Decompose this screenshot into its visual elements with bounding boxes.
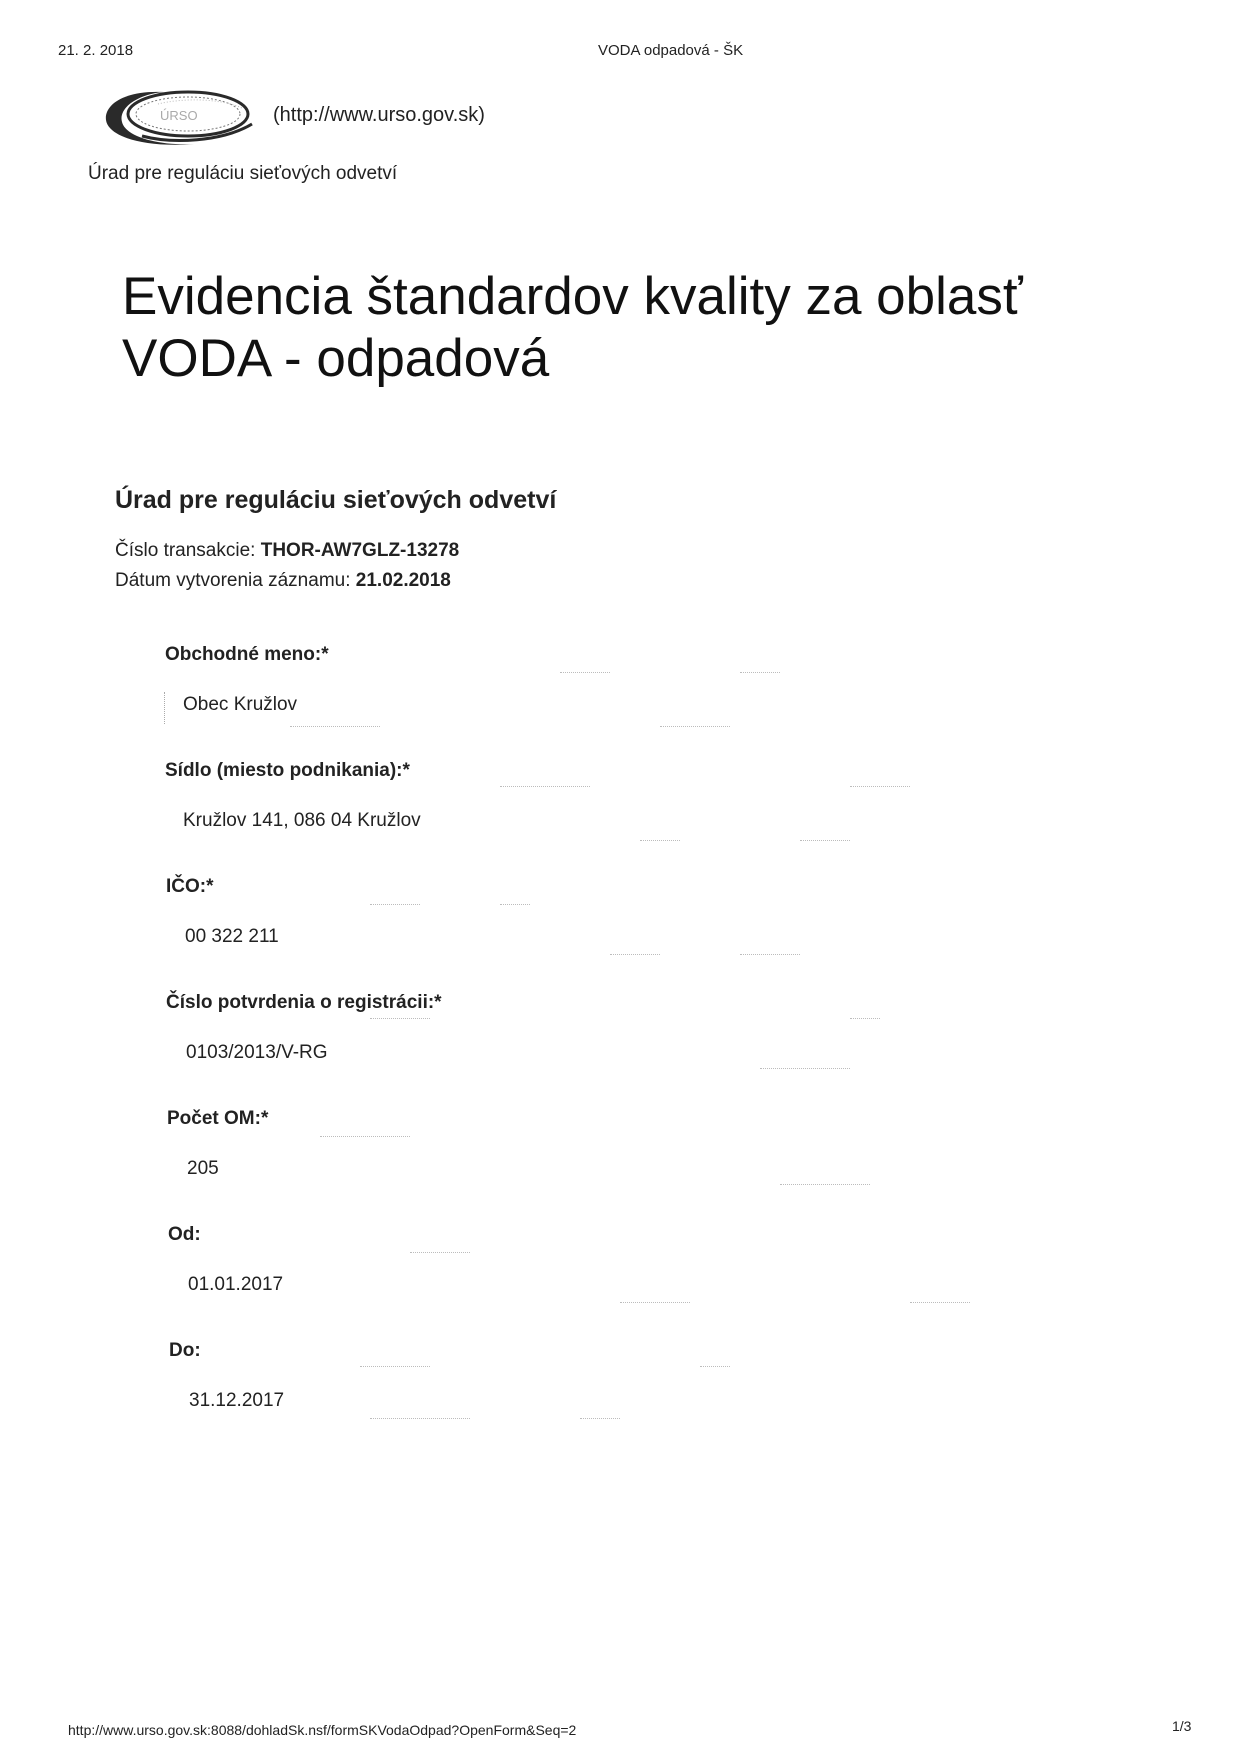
scan-speck xyxy=(610,954,660,955)
transaction-value: THOR-AW7GLZ-13278 xyxy=(260,540,460,561)
field-label-ico: IČO:* xyxy=(166,876,214,897)
scan-speck xyxy=(370,1418,470,1419)
field-label-do: Do: xyxy=(169,1340,201,1361)
scan-speck xyxy=(560,672,610,673)
scan-speck xyxy=(910,1302,970,1303)
page-title-line1: Evidencia štandardov kvality za oblasť xyxy=(122,267,1023,326)
scan-speck xyxy=(500,786,590,787)
field-label-cislo-potvrdenia: Číslo potvrdenia o registrácii:* xyxy=(166,992,442,1013)
scan-speck xyxy=(760,1068,850,1069)
field-value-sidlo: Kružlov 141, 086 04 Kružlov xyxy=(183,810,421,831)
scan-speck xyxy=(620,1302,690,1303)
field-value-od: 01.01.2017 xyxy=(188,1274,284,1295)
field-label-obchodne-meno: Obchodné meno:* xyxy=(165,644,329,665)
section-heading: Úrad pre reguláciu sieťových odvetví xyxy=(115,486,557,514)
print-date: 21. 2. 2018 xyxy=(58,42,134,59)
scan-speck xyxy=(740,954,800,955)
site-url[interactable]: (http://www.urso.gov.sk) xyxy=(273,104,485,126)
scan-speck xyxy=(580,1418,620,1419)
transaction-line xyxy=(115,540,459,562)
transaction-label: Číslo transakcie: xyxy=(115,540,256,561)
scan-speck xyxy=(700,1366,730,1367)
scan-speck xyxy=(290,726,380,727)
agency-name: Úrad pre reguláciu sieťových odvetví xyxy=(88,163,398,184)
field-label-sidlo: Sídlo (miesto podnikania):* xyxy=(165,760,410,781)
print-title: VODA odpadová - ŠK xyxy=(598,42,744,59)
created-line xyxy=(115,570,451,592)
field-value-ico: 00 322 211 xyxy=(185,926,279,947)
field-label-pocet-om: Počet OM:* xyxy=(167,1108,269,1129)
value-mark xyxy=(164,692,165,724)
page-title xyxy=(122,266,1122,390)
scan-speck xyxy=(640,840,680,841)
scan-speck xyxy=(370,1018,430,1019)
field-value-pocet-om: 205 xyxy=(187,1158,219,1179)
scan-speck xyxy=(360,1366,430,1367)
scan-speck xyxy=(850,1018,880,1019)
scan-speck xyxy=(370,904,420,905)
page-title-line2: VODA - odpadová xyxy=(122,329,550,388)
scan-speck xyxy=(740,672,780,673)
footer-url[interactable]: http://www.urso.gov.sk:8088/dohladSk.nsf/formSKVodaOdpad?OpenForm&Seq=2 xyxy=(68,1722,577,1738)
scan-speck xyxy=(320,1136,410,1137)
field-label-od: Od: xyxy=(168,1224,201,1245)
field-value-cislo-potvrdenia: 0103/2013/V-RG xyxy=(186,1042,328,1063)
scan-speck xyxy=(850,786,910,787)
scan-speck xyxy=(410,1252,470,1253)
scan-speck xyxy=(500,904,530,905)
scan-speck xyxy=(660,726,730,727)
urso-logo-icon xyxy=(102,84,262,150)
created-value: 21.02.2018 xyxy=(355,570,451,591)
scan-speck xyxy=(800,840,850,841)
field-value-obchodne-meno: Obec Kružlov xyxy=(183,694,298,715)
scan-speck xyxy=(780,1184,870,1185)
svg-text:ÚRSO: ÚRSO xyxy=(160,108,198,123)
field-value-do: 31.12.2017 xyxy=(189,1390,285,1411)
page-number: 1/3 xyxy=(1172,1718,1192,1734)
created-label: Dátum vytvorenia záznamu: xyxy=(115,570,351,591)
